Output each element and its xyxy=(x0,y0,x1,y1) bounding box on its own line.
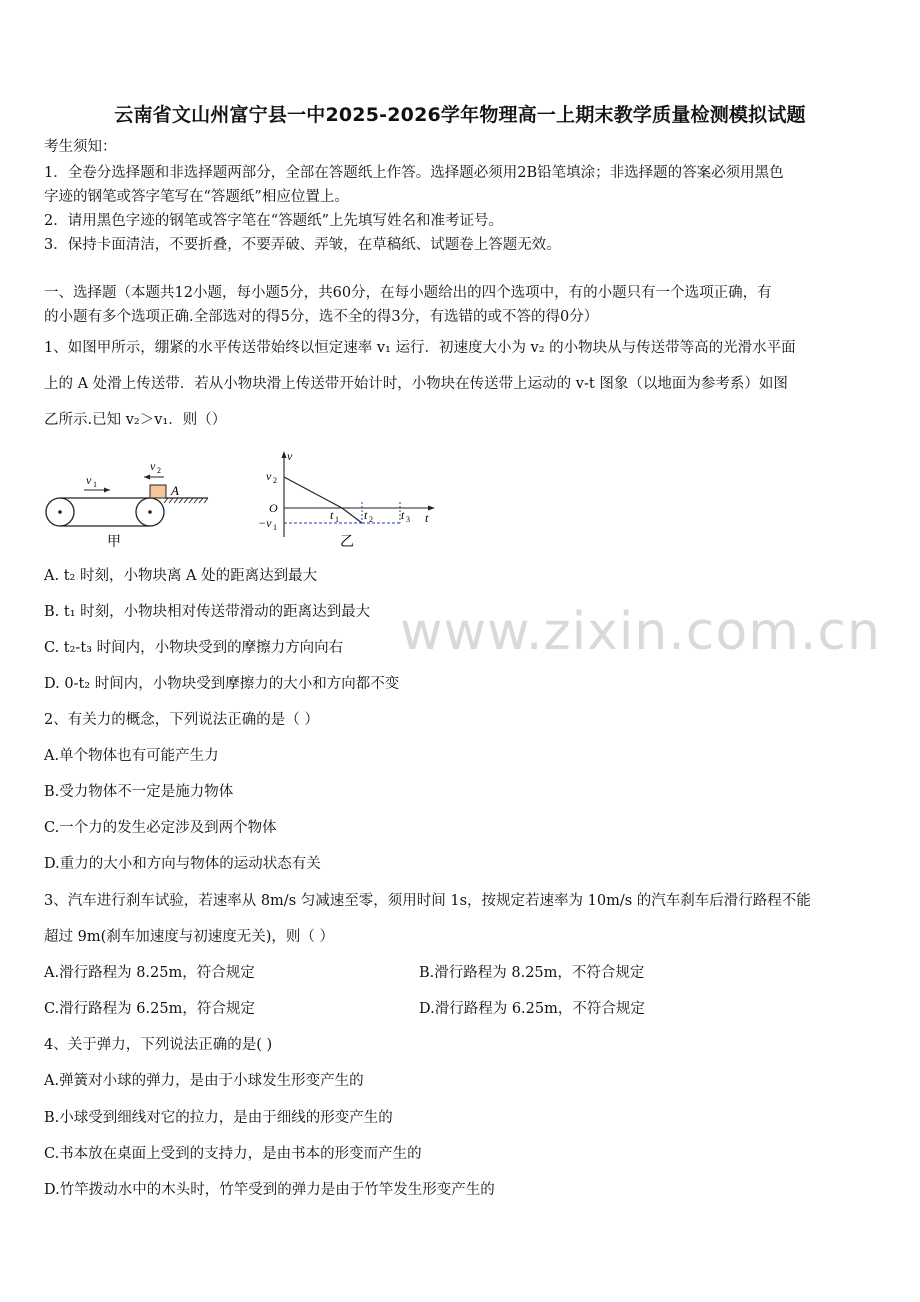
notice-item-3: 3．保持卡面清洁，不要折叠，不要弄破、弄皱，在草稿纸、试题卷上答题无效。 xyxy=(44,237,561,253)
figure-caption-jia: 甲 xyxy=(107,535,121,550)
block-speed-subscript: 2 xyxy=(157,466,161,475)
q1-stem-line-1: 1、如图甲所示，绷紧的水平传送带始终以恒定速率 v₁ 运行．初速度大小为 v₂ 的小物块从与传送带等高的光滑水平面 xyxy=(44,340,796,356)
q2-option-a: A.单个物体也有可能产生力 xyxy=(44,748,219,764)
q3-stem-line-1: 3、汽车进行刹车试验，若速率从 8m/s 匀减速至零，须用时间 1s，按规定若速率为 10m/s 的汽车刹车后滑行路程不能 xyxy=(44,893,811,909)
neg-v1-tick-label: −v xyxy=(258,516,272,530)
t3-tick-subscript: 3 xyxy=(406,515,410,524)
watermark: www.zixin.com.cn xyxy=(400,602,881,662)
q3-option-c: C.滑行路程为 6.25m，符合规定 xyxy=(44,1001,255,1017)
v2-tick-subscript: 2 xyxy=(273,476,277,485)
t1-tick-label: t xyxy=(330,508,334,522)
section-heading: 一、选择题（本题共12小题，每小题5分，共60分，在每小题给出的四个选项中，有的小题只有一个选项正确，有 xyxy=(44,285,772,301)
block-speed-label: v xyxy=(150,459,156,473)
v-axis-label: v xyxy=(287,449,293,463)
q1-option-c: C. t₂-t₃ 时间内，小物块受到的摩擦力方向向右 xyxy=(44,640,344,656)
section-heading-cont: 的小题有多个选项正确.全部选对的得5分，选不全的得3分，有选错的或不答的得0分） xyxy=(44,309,599,325)
q1-stem-line-3: 乙所示.已知 v₂＞v₁．则（） xyxy=(44,412,227,428)
neg-v1-tick-subscript: 1 xyxy=(273,523,277,532)
q2-option-b: B.受力物体不一定是施力物体 xyxy=(44,784,234,800)
q1-option-d: D. 0-t₂ 时间内，小物块受到摩擦力的大小和方向都不变 xyxy=(44,676,400,692)
t2-tick-label: t xyxy=(364,508,368,522)
notice-heading: 考生须知： xyxy=(44,139,117,155)
v2-tick-label: v xyxy=(266,469,272,483)
block xyxy=(150,485,166,498)
q3-stem-line-2: 超过 9m(刹车加速度与初速度无关)，则（ ） xyxy=(44,929,335,945)
q1-stem-line-2: 上的 A 处滑上传送带．若从小物块滑上传送带开始计时，小物块在传送带上运动的 v-t 图象（以地面为参考系）如图 xyxy=(44,376,788,392)
figure-vt-graph xyxy=(252,447,442,552)
q1-option-b: B. t₁ 时刻，小物块相对传送带滑动的距离达到最大 xyxy=(44,604,371,620)
q2-stem: 2、有关力的概念，下列说法正确的是（ ） xyxy=(44,712,319,728)
point-a-label: A xyxy=(171,483,179,498)
q3-option-a: A.滑行路程为 8.25m，符合规定 xyxy=(44,965,255,981)
q4-option-c: C.书本放在桌面上受到的支持力，是由书本的形变而产生的 xyxy=(44,1146,422,1162)
q4-stem: 4、关于弹力，下列说法正确的是( ) xyxy=(44,1037,273,1053)
belt-speed-label: v xyxy=(86,473,92,487)
notice-item-1-cont: 字迹的钢笔或答字笔写在“答题纸”相应位置上。 xyxy=(44,189,349,205)
origin-label: O xyxy=(269,501,278,515)
figure-conveyor-belt xyxy=(40,452,220,552)
vt-line xyxy=(284,477,342,508)
q3-option-d: D.滑行路程为 6.25m，不符合规定 xyxy=(419,1001,645,1017)
belt-speed-subscript: 1 xyxy=(93,480,97,489)
figure-caption-yi: 乙 xyxy=(340,535,354,550)
t-axis-label: t xyxy=(425,511,429,525)
q3-option-b: B.滑行路程为 8.25m，不符合规定 xyxy=(419,965,645,981)
q4-option-b: B.小球受到细线对它的拉力，是由于细线的形变产生的 xyxy=(44,1110,393,1126)
t2-tick-subscript: 2 xyxy=(369,515,373,524)
t3-tick-label: t xyxy=(401,508,405,522)
q4-option-a: A.弹簧对小球的弹力，是由于小球发生形变产生的 xyxy=(44,1073,364,1089)
q1-option-a: A. t₂ 时刻，小物块离 A 处的距离达到最大 xyxy=(44,568,318,584)
notice-item-2: 2．请用黑色字迹的钢笔或答字笔在“答题纸”上先填写姓名和准考证号。 xyxy=(44,213,504,229)
notice-item-1: 1．全卷分选择题和非选择题两部分，全部在答题纸上作答。选择题必须用2B铅笔填涂；非选择题的答案必须用黑色 xyxy=(44,165,784,181)
exam-title: 云南省文山州富宁县一中2025-2026学年物理高一上期末教学质量检测模拟试题 xyxy=(114,104,806,126)
q4-option-d: D.竹竿拨动水中的木头时，竹竿受到的弹力是由于竹竿发生形变产生的 xyxy=(44,1182,495,1198)
q2-option-c: C.一个力的发生必定涉及到两个物体 xyxy=(44,820,277,836)
t1-tick-subscript: 1 xyxy=(335,515,339,524)
q2-option-d: D.重力的大小和方向与物体的运动状态有关 xyxy=(44,856,321,872)
